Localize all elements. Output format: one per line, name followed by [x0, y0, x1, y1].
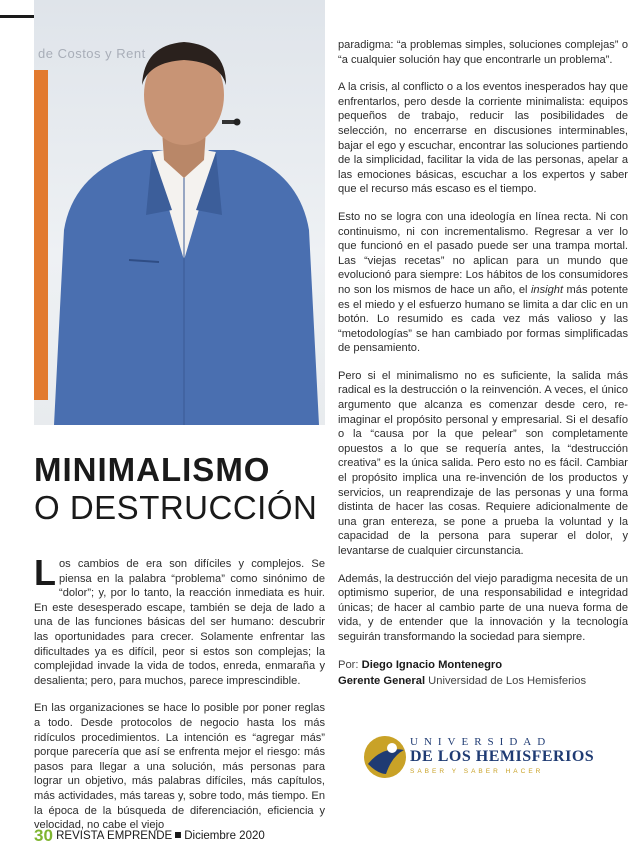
byline-por: Por:	[338, 659, 359, 671]
author-name: Diego Ignacio Montenegro	[361, 659, 503, 671]
article-headline	[34, 452, 324, 528]
speaker-illustration	[34, 0, 325, 425]
paragraph-1: Los cambios de era son difíciles y complejos. Se piensa en la palabra “problema” como sinónimo de “dolor”; y, por lo tanto, la reacción inmediata es huir. En este desesperado escape, también se deja de lado a una de las funciones básicas del ser humano: descubrir las oportunidades para crecer. Solamente enfrentar las dificultades ya es difícil, peor si estos son complejas; la complejidad invade la vida de todos, enreda, enmaraña y desalienta; pero, para muchos, parece imprescindible.	[34, 552, 325, 687]
page-footer	[34, 826, 265, 846]
author-role: Gerente General	[338, 675, 426, 687]
issue-date: Diciembre 2020	[184, 830, 265, 842]
separator-square-icon	[175, 832, 181, 838]
paragraph-5: Esto no se logra con una ideología en línea recta. Ni con continuismo, ni con incrementalismo. Regresar a ver lo que funcionó en el pasado puede ser una trampa mortal. Las “viejas recetas” no aplican para un mundo que evolucionó para siempre: Los hábitos de los consumidores no son los mismos de hace un año, el insight más potente es el miedo y el esfuerzo humano se limita a dar clic en un botón. Lo resumido es cada vez más valioso y las “metodologías” se han cambiado por formas simplificadas de pensamiento.	[338, 210, 628, 355]
logo-line-2: DE LOS HEMISFERIOS	[410, 748, 595, 765]
paragraph-3: paradigma: “a problemas simples, soluciones complejas” o “a cualquier solución hay que encontrarle un problema”.	[338, 39, 628, 66]
article-column-right	[338, 38, 628, 658]
headline-line-1: MINIMALISMO	[34, 451, 271, 488]
page-number: 30	[34, 826, 53, 845]
paragraph-7: Además, la destrucción del viejo paradigma necesita de un optimismo superior, de una responsabilidad e integridad únicas; de hacer al cambio parte de una nueva forma de vida, y de entender que la innovación y la tecnología seguirán transformando la sociedad para siempre.	[338, 572, 628, 643]
logo-line-1: UNIVERSIDAD	[410, 736, 552, 748]
paragraph-6: Pero si el minimalismo no es suficiente, la salida más radical es la destrucción o la reinvención. A veces, el único argumento que alcanza es comenzar desde cero, re-imaginar el propósito personal y empresarial. Si el desafío o la “causa por la que pelear” son completamente opuestos a lo que se requería antes, la “destrucción creativa” es la única salida. Pero esto no es fácil. Cambiar el propósito implica una re-invención de los productos y servicios, un reaprendizaje de las personas y una forma distinta de hacer las cosas. Requiere adicionalmente de una gran entereza, se pone a prueba la voluntad y la capacidad de la persona para superar el dolor, y levantarse de cualquier circunstancia.	[338, 369, 628, 557]
author-org: Universidad de Los Hemisferios	[428, 675, 587, 687]
background-wall-text: de Costos y Rent	[38, 46, 146, 61]
logo-tagline: SABER Y SABER HACER	[410, 768, 544, 775]
emphasis-insight: insight	[530, 283, 564, 296]
paragraph-4: A la crisis, al conflicto o a los eventos inesperados hay que enfrentarlos, pero desde la corriente minimalista: equipos pequeños de trabajo, reducir las posibilidades de selección, no encerrarse en discusiones interminables, bajar el ego y escuchar, encontrar las soluciones partiendo de la simplicidad, facilitar la vida de las personas, apelar a las emociones básicas, escuchar a los expertos y saber que el recurso más escaso es el tiempo.	[338, 81, 628, 196]
magazine-name: REVISTA EMPRENDE	[56, 830, 173, 842]
paragraph-2: En las organizaciones se hace lo posible por poner reglas a todo. Desde protocolos de negocio hasta los más ridículos procedimientos. La intención es “agregar más” porque parecería que así se enfrenta mejor el riesgo: más pasos para llegar a una solución, más personas para lograr un objetivo, más palabras difíciles, más capítulos, más actividades, más tareas y, sobre todo, más tiempo. En la época de la búsqueda de diferenciación, eficiencia y velocidad, no cabe el viejo	[34, 702, 325, 832]
hemisphere-logo-icon	[362, 734, 408, 780]
article-column-left	[34, 552, 325, 846]
byline	[338, 657, 628, 689]
author-photo	[34, 0, 325, 425]
university-logo	[362, 732, 602, 782]
headline-line-2: O DESTRUCCIÓN	[34, 489, 318, 526]
drop-cap: L	[34, 552, 56, 593]
